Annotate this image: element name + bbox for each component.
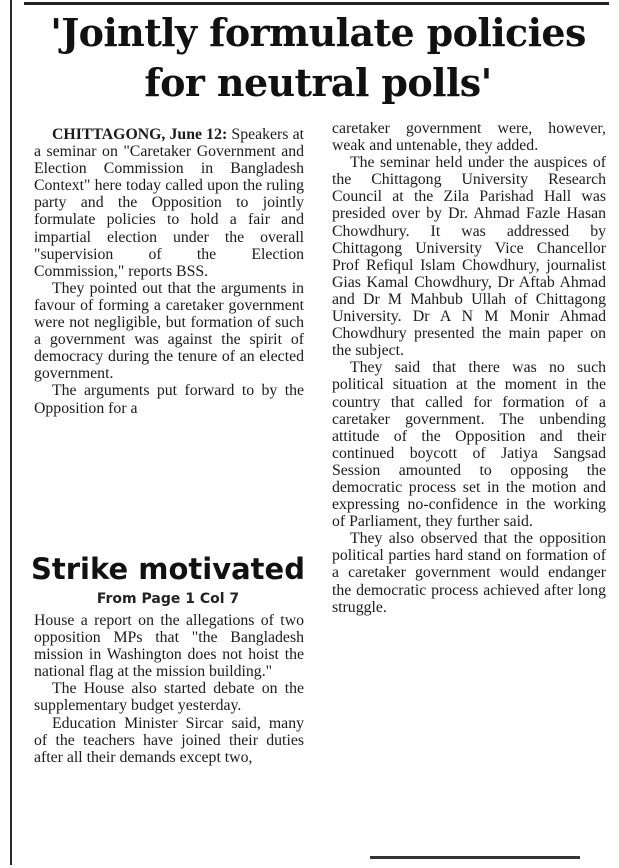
- next-article-rule: [370, 856, 580, 868]
- article-paragraph: They said that there was no such political situation at the moment in the country that called for formation of a caretaker government. The unbending attitude of the Opposition and their continued boycott of Jatiya Sangsad Session amounted to opposing the democratic process set in the motion and expressing no-confidence in the working of Parliament, they further said.: [332, 359, 606, 531]
- article-paragraph: The arguments put forward to by the Opposition for a: [34, 382, 304, 417]
- article-paragraph: Education Minister Sircar said, many of the teachers have joined their duties after all their demands except two,: [34, 714, 304, 766]
- article-paragraph: [34, 126, 304, 280]
- jump-line: From Page 1 Col 7: [96, 591, 240, 607]
- article-paragraph: The House also started debate on the supplementary budget yesterday.: [34, 680, 304, 715]
- column-rule: [10, 0, 12, 865]
- article-paragraph: The seminar held under the auspices of the Chittagong University Research Council at the Zila Parishad Hall was presided over by Dr. Ahmad Fazle Hasan Chowdhury. It was addressed by Chittagong University Vice Chancellor Prof Refiqul Islam Chowdhury, journalist Gias Kamal Chowdhury, Dr Aftab Ahmad and Dr M Mahbub Ullah of Chittagong University. Dr A N M Monir Ahmad Chowdhury presented the main paper on the subject.: [332, 154, 606, 360]
- article-left-column: [34, 126, 304, 417]
- strike-article-column: [34, 612, 304, 766]
- strike-headline: Strike motivated: [31, 552, 305, 586]
- article-paragraph: They pointed out that the arguments in favour of forming a caretaker government were not negligible, but formation of such a government was against the spirit of democracy during the tenure of an elected government.: [34, 279, 304, 383]
- paragraph-text: Speakers at a seminar on "Caretaker Government and Election Commission in Bangladesh Context" here today called upon the ruling party and the Opposition to jointly formulate policies to hold a fair and impartial election under the overall "supervision of the Election Commission," reports BSS.: [34, 126, 305, 280]
- article-paragraph: caretaker government were, however, weak and untenable, they added.: [332, 120, 606, 155]
- article-headline: 'Jointly formulate policies for neutral polls': [50, 10, 586, 105]
- dateline: CHITTAGONG, June 12:: [52, 126, 228, 143]
- article-paragraph: House a report on the allegations of two opposition MPs that "the Bangladesh mission in Washington does not hoist the national flag at the mission building.": [34, 612, 304, 681]
- article-paragraph: They also observed that the opposition political parties hard stand on formation of a caretaker government would endanger the democratic process achieved after long struggle.: [332, 530, 606, 616]
- article-right-column: [332, 120, 606, 616]
- top-rule: [24, 2, 609, 5]
